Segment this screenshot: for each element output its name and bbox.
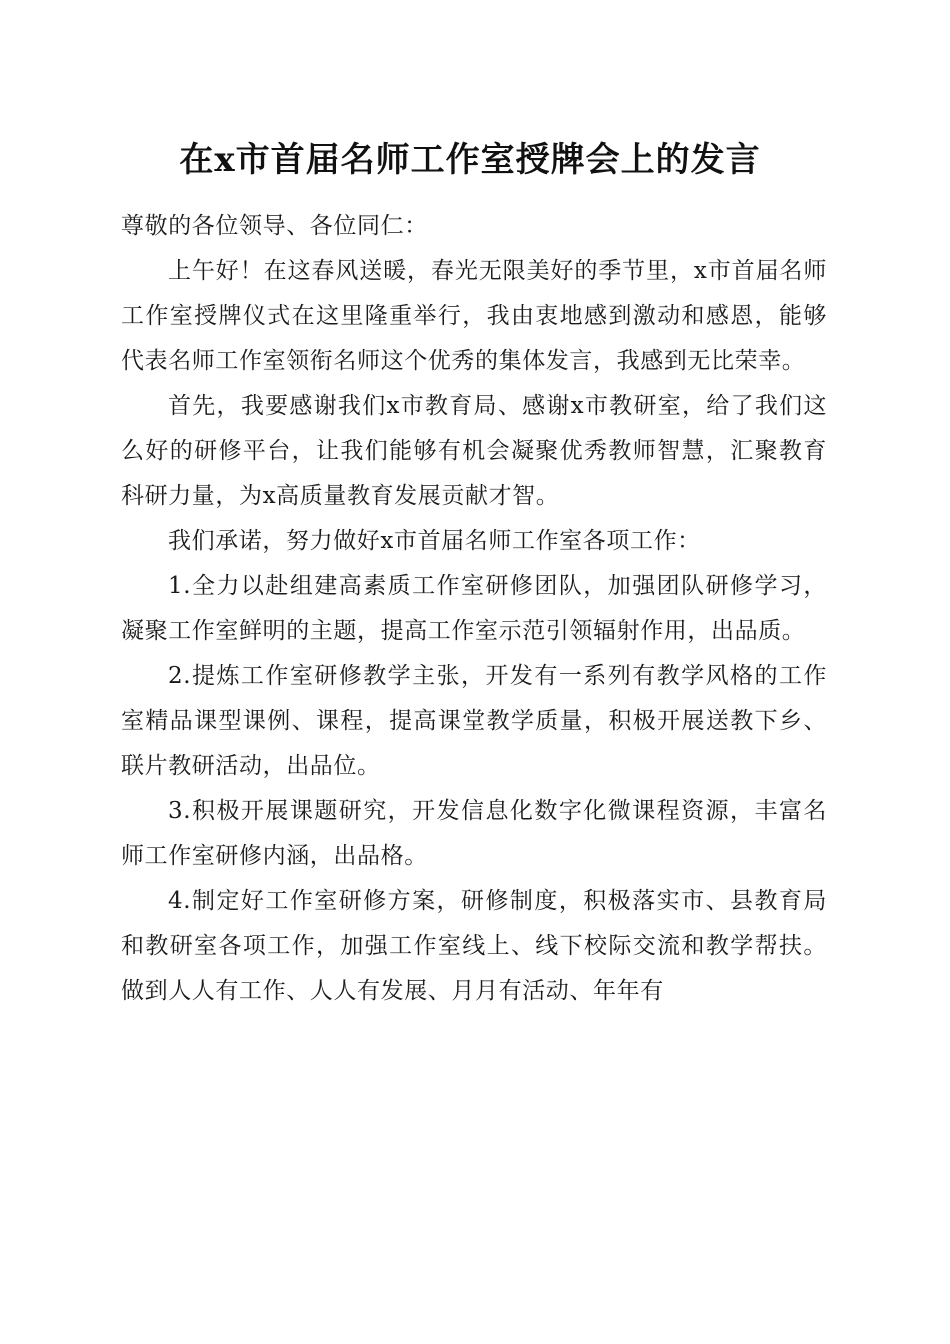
list-item-4: 4.制定好工作室研修方案，研修制度，积极落实市、县教育局和教研室各项工作，加强工作室线上、线下校际交流和教学帮扶。做到人人有工作、人人有发展、月月有活动、年年有: [121, 888, 827, 1004]
list-item-3: 3.积极开展课题研究，开发信息化数字化微课程资源，丰富名师工作室研修内涵，出品格。: [121, 798, 827, 869]
salutation: 尊敬的各位领导、各位同仁：: [121, 213, 428, 239]
paragraph-greeting: 上午好！在这春风送暖，春光无限美好的季节里，x市首届名师工作室授牌仪式在这里隆重举行，我由衷地感到激动和感恩，能够代表名师工作室领衔名师这个优秀的集体发言，我感到无比荣幸。: [121, 258, 827, 374]
document-body: [121, 204, 827, 1014]
document-title: 在x市首届名师工作室授牌会上的发言: [179, 140, 761, 180]
paragraph-thanks: 首先，我要感谢我们x市教育局、感谢x市教研室，给了我们这么好的研修平台，让我们能够有机会凝聚优秀教师智慧，汇聚教育科研力量，为x高质量教育发展贡献才智。: [121, 393, 827, 509]
list-item-2: 2.提炼工作室研修教学主张，开发有一系列有教学风格的工作室精品课型课例、课程，提高课堂教学质量，积极开展送教下乡、联片教研活动，出品位。: [121, 663, 827, 779]
paragraph-commitment: 我们承诺，努力做好x市首届名师工作室各项工作：: [168, 528, 701, 554]
list-item-1: 1.全力以赴组建高素质工作室研修团队，加强团队研修学习，凝聚工作室鲜明的主题，提高工作室示范引领辐射作用，出品质。: [121, 573, 827, 644]
